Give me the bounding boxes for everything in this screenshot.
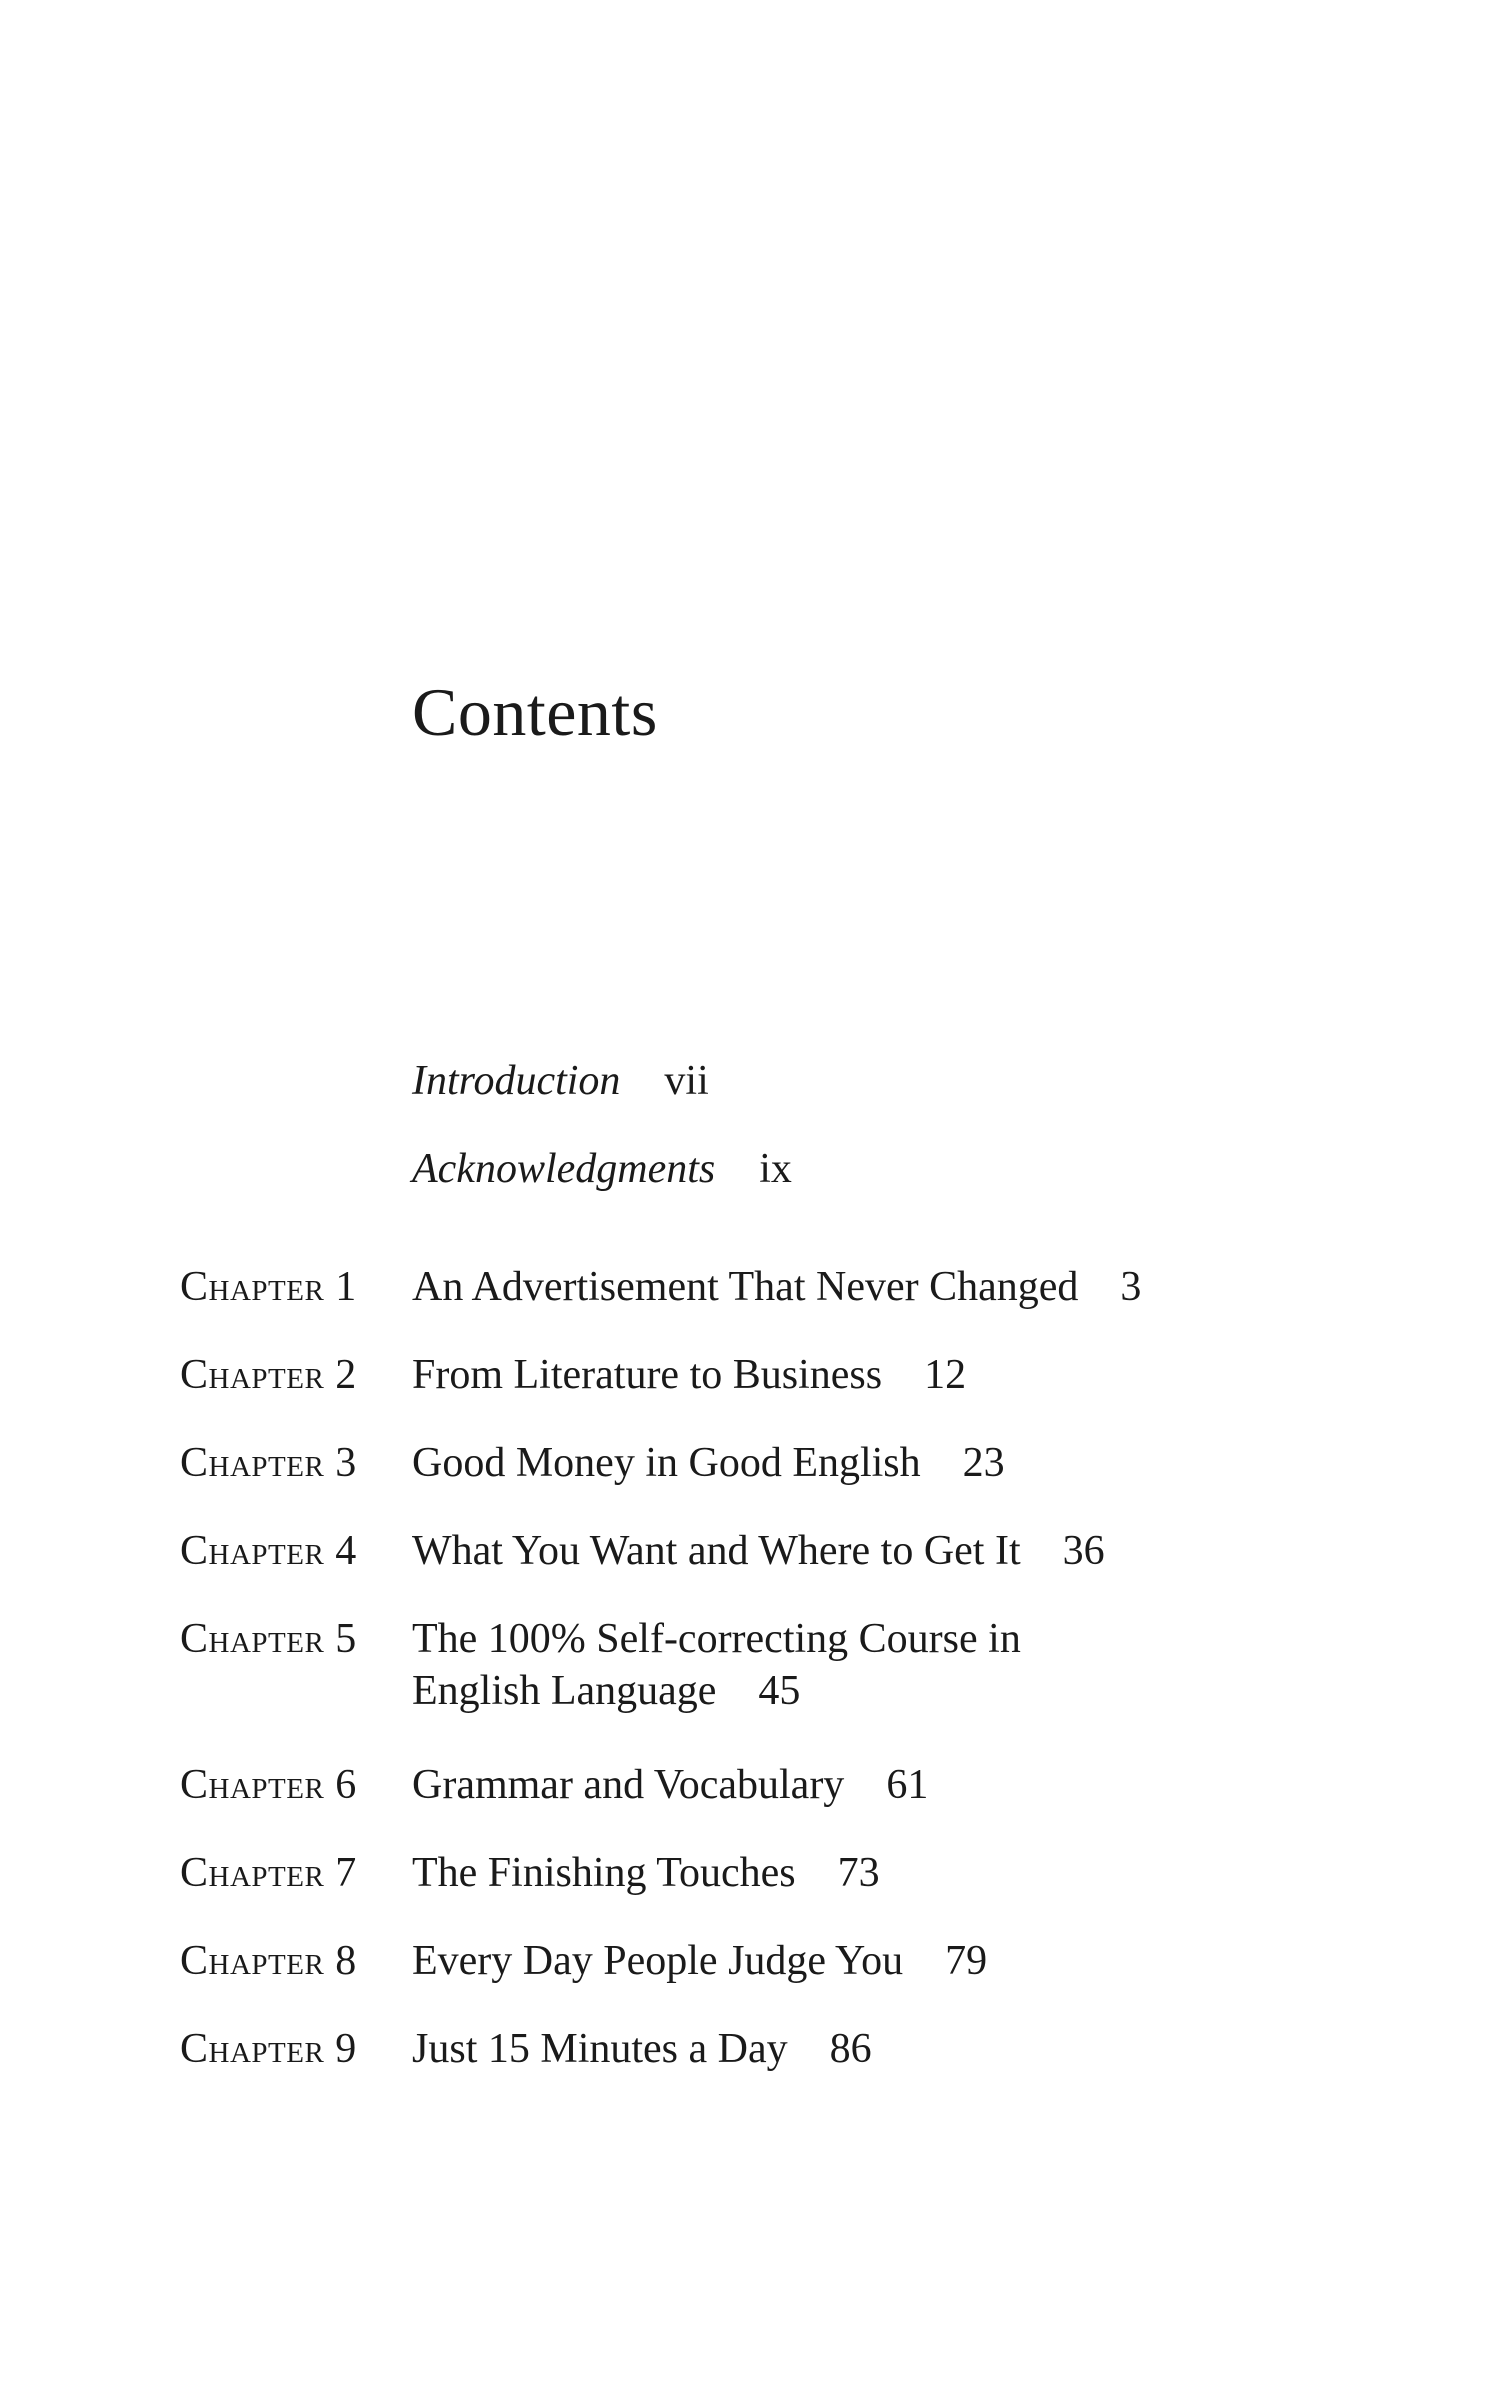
chapter-label: Chapter 8 <box>180 1938 357 1984</box>
toc-entry-acknowledgments[interactable] <box>412 1148 792 1190</box>
chapter-page: 3 <box>1120 1264 1142 1310</box>
chapter-page: 61 <box>886 1762 929 1808</box>
toc-entry-label: Introduction <box>412 1058 621 1104</box>
chapter-page: 79 <box>945 1938 988 1984</box>
chapter-label: Chapter 4 <box>180 1528 357 1574</box>
toc-entry-label: Acknowledgments <box>412 1146 716 1192</box>
chapter-title: The Finishing Touches <box>412 1850 796 1896</box>
toc-entry-page: vii <box>664 1058 709 1104</box>
chapter-title-line-1: The 100% Self-correcting Course in <box>412 1616 1021 1662</box>
chapter-label: Chapter 7 <box>180 1850 357 1896</box>
chapter-title: Every Day People Judge You <box>412 1938 904 1984</box>
chapter-page: 12 <box>924 1352 967 1398</box>
chapter-title: What You Want and Where to Get It <box>412 1528 1021 1574</box>
chapter-title: From Literature to Business <box>412 1352 883 1398</box>
chapter-label: Chapter 6 <box>180 1762 357 1808</box>
chapter-label: Chapter 5 <box>180 1616 357 1662</box>
chapter-label: Chapter 2 <box>180 1352 357 1398</box>
chapter-page: 23 <box>962 1440 1005 1486</box>
chapter-title: Grammar and Vocabulary <box>412 1762 845 1808</box>
chapter-page: 73 <box>837 1850 880 1896</box>
chapter-page: 86 <box>829 2026 872 2072</box>
chapter-label: Chapter 1 <box>180 1264 357 1310</box>
toc-entry-introduction[interactable] <box>412 1060 709 1102</box>
chapter-title: Just 15 Minutes a Day <box>412 2026 788 2072</box>
page-title: Contents <box>412 674 658 750</box>
chapter-title: An Advertisement That Never Changed <box>412 1264 1079 1310</box>
chapter-page: 36 <box>1062 1528 1105 1574</box>
chapter-title: Good Money in Good English <box>412 1440 921 1486</box>
chapter-page: 45 <box>758 1668 801 1714</box>
toc-entry-page: ix <box>759 1146 792 1192</box>
chapter-label: Chapter 3 <box>180 1440 357 1486</box>
chapter-label: Chapter 9 <box>180 2026 357 2072</box>
chapter-title-line-2: English Language <box>412 1668 717 1714</box>
